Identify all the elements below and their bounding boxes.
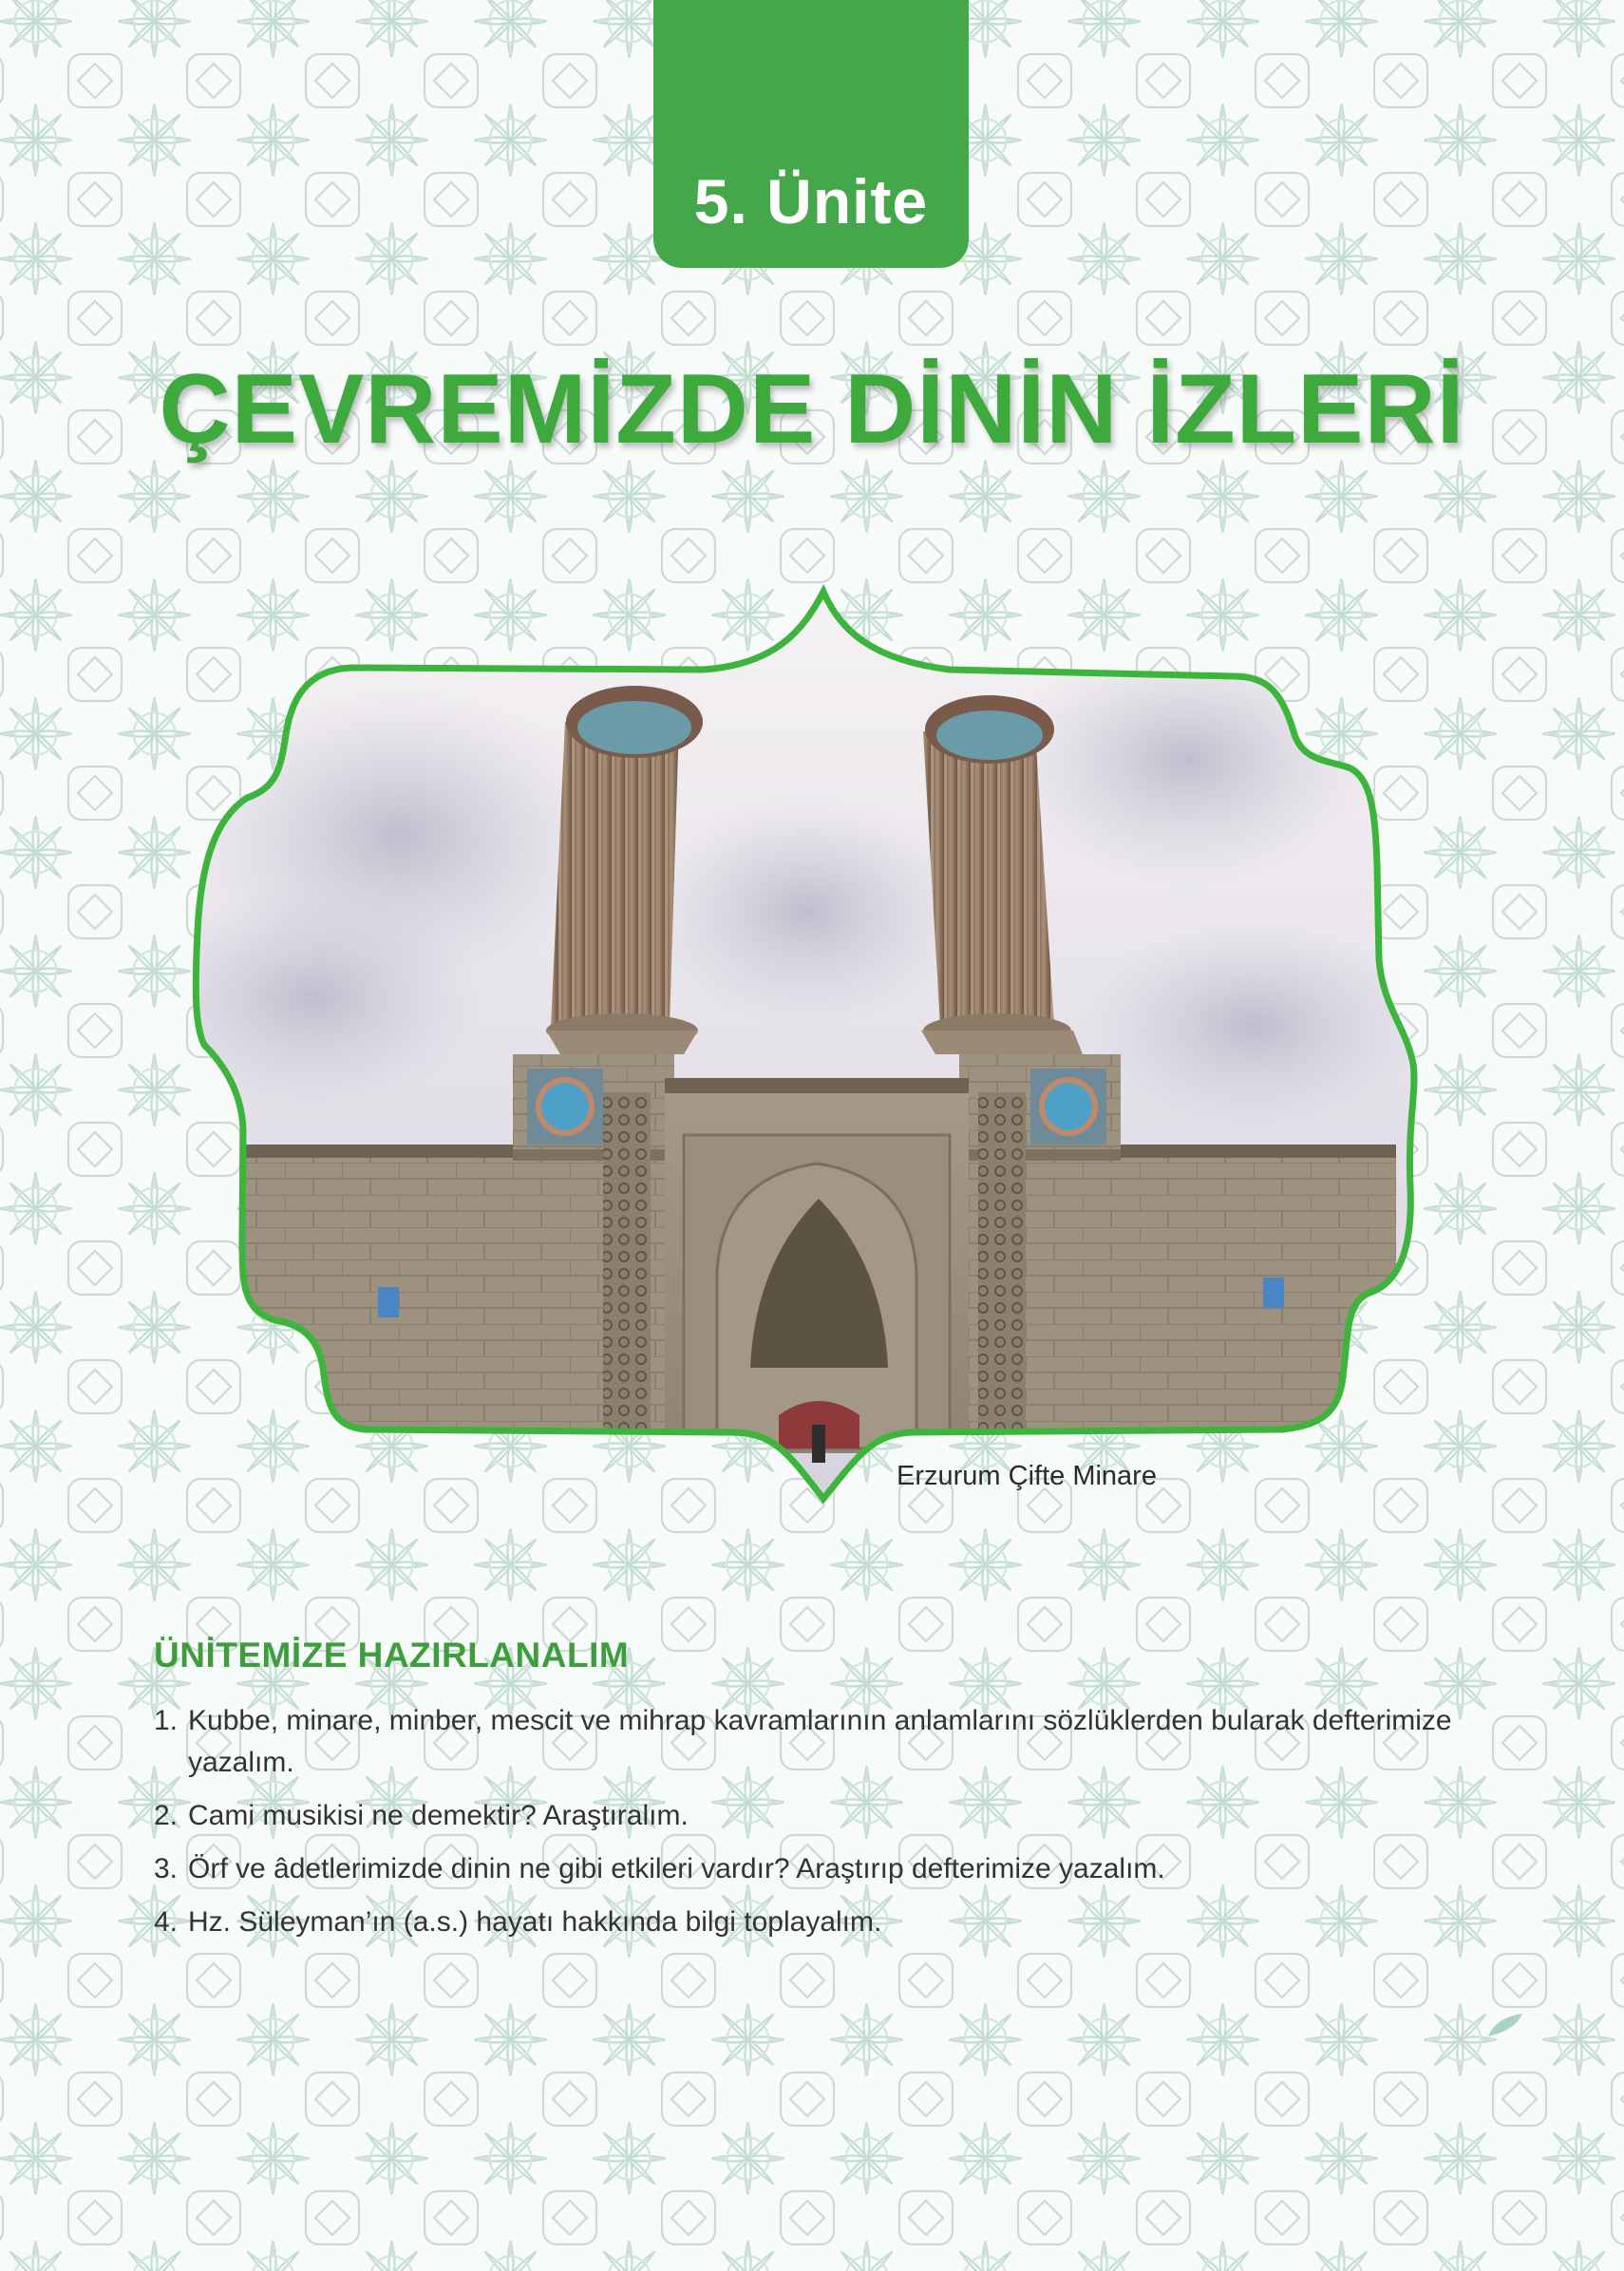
list-item-number: 2.	[154, 1800, 179, 1831]
task-list	[154, 1700, 1483, 1955]
list-item-number: 4.	[154, 1906, 179, 1938]
list-item	[154, 1902, 1483, 1943]
list-item-text: Cami musikisi ne demektir? Araştıralım.	[188, 1800, 689, 1831]
mosque-photo	[142, 570, 1425, 1520]
list-item	[154, 1700, 1483, 1784]
section-heading: ÜNİTEMİZE HAZIRLANALIM	[154, 1636, 630, 1675]
leaf-icon	[1486, 2012, 1524, 2040]
list-item	[154, 1848, 1483, 1890]
list-item-text: Hz. Süleyman’ın (a.s.) hayatı hakkında bilgi toplayalım.	[188, 1906, 882, 1938]
list-item-text: Örf ve âdetlerimizde dinin ne gibi etkileri vardır? Araştırıp defterimize yazalım.	[188, 1853, 1165, 1884]
unit-tab-label: 5. Ünite	[693, 166, 929, 237]
list-item-text: Kubbe, minare, minber, mescit ve mihrap kavramlarının anlamlarını sözlüklerden bularak defterimize yazalım.	[188, 1705, 1452, 1778]
list-item-number: 3.	[154, 1853, 179, 1884]
photo-caption: Erzurum Çifte Minare	[897, 1461, 1157, 1491]
list-item-number: 1.	[154, 1705, 179, 1736]
page-title: ÇEVREMİZDE DİNİN İZLERİ	[159, 354, 1465, 464]
list-item	[154, 1795, 1483, 1837]
